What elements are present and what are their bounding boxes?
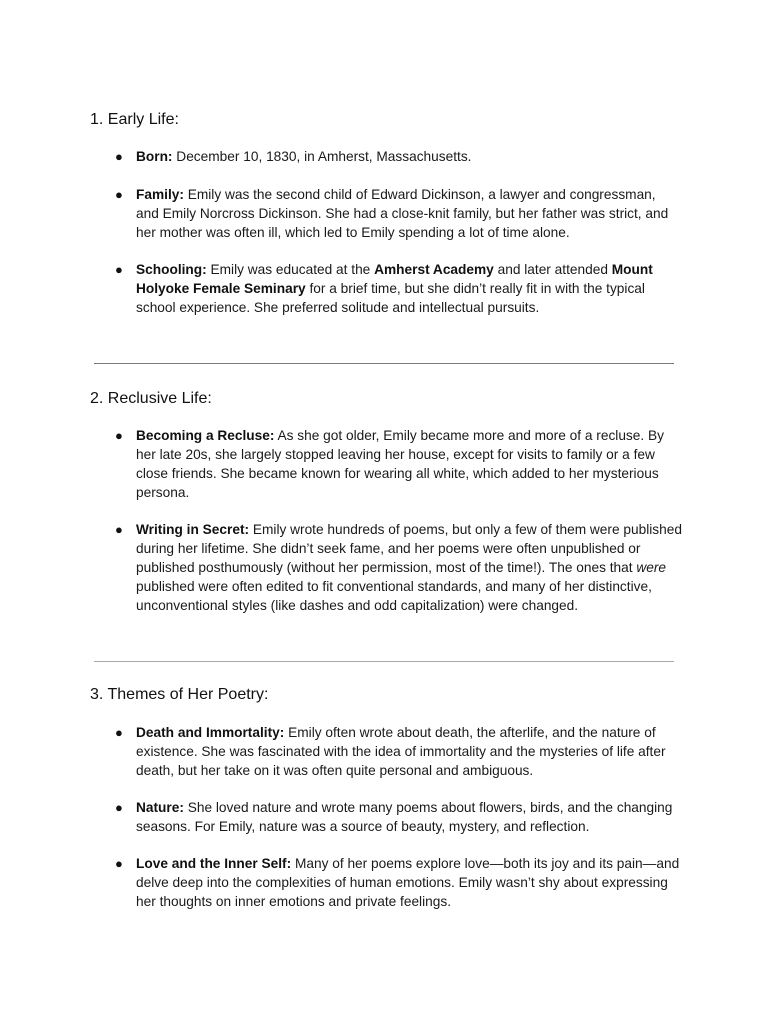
bullet-body: for a brief time, but she didn’t really fit in with the typical school experience. She preferred solitude and intellectual pursuits. [136, 281, 645, 315]
bullet-body: As she got older, Emily became more and more of a recluse. By her late 20s, she largely stopped leaving her house, except for visits to family or a few close friends. She became known for wearing all white, which added to her mysterious persona. [136, 428, 664, 500]
section-divider [94, 363, 674, 364]
section-heading-early-life: 1. Early Life: [90, 111, 179, 128]
section-divider [94, 661, 674, 662]
bullet-body: Emily often wrote about death, the afterlife, and the nature of existence. She was fascinated with the idea of immortality and the mysteries of life after death, but her take on it was often quite personal and ambiguous. [136, 725, 666, 778]
bullet-text-becoming-a-recluse [136, 426, 682, 502]
bullet-text-love-and-inner-self [136, 854, 682, 911]
bullet-label-becoming-a-recluse: Becoming a Recluse: [136, 428, 275, 443]
bullet-label-love-and-inner-self: Love and the Inner Self: [136, 856, 292, 871]
bullet-dot: ● [115, 856, 123, 871]
bullet-body: published were often edited to fit conventional standards, and many of her distinctive, unconventional styles (like dashes and odd capitalization) were changed. [136, 579, 652, 613]
bullet-dot: ● [115, 522, 123, 537]
section-heading-reclusive-life: 2. Reclusive Life: [90, 390, 212, 407]
bullet-body: Many of her poems explore love—both its joy and its pain—and delve deep into the complexities of human emotions. Emily wasn’t shy about expressing her thoughts on inner emotions and private feelings. [136, 856, 680, 909]
bullet-body: Emily was the second child of Edward Dickinson, a lawyer and congressman, and Emily Norcross Dickinson. She had a close-knit family, but her father was strict, and her mother was often ill, which led to Emily spending a lot of time alone. [136, 187, 669, 240]
bullet-body: December 10, 1830, in Amherst, Massachusetts. [172, 149, 472, 164]
bullet-label-writing-in-secret: Writing in Secret: [136, 522, 250, 537]
bullet-italic: were [636, 560, 667, 575]
bullet-text-nature [136, 798, 682, 836]
bullet-emphasis: Mount Holyoke Female Seminary [136, 262, 653, 296]
bullet-dot: ● [115, 428, 123, 443]
bullet-text-born [136, 147, 682, 166]
bullet-body: Emily was educated at the [206, 262, 375, 277]
section-heading-themes: 3. Themes of Her Poetry: [90, 686, 269, 703]
bullet-dot: ● [115, 187, 123, 202]
bullet-dot: ● [115, 149, 123, 164]
bullet-label-nature: Nature: [136, 800, 184, 815]
bullet-text-family [136, 185, 682, 242]
bullet-label-death-and-immortality: Death and Immortality: [136, 725, 285, 740]
bullet-text-death-and-immortality [136, 723, 682, 780]
bullet-dot: ● [115, 725, 123, 740]
bullet-dot: ● [115, 800, 123, 815]
bullet-dot: ● [115, 262, 123, 277]
bullet-label-schooling: Schooling: [136, 262, 207, 277]
bullet-emphasis: Amherst Academy [374, 262, 494, 277]
bullet-body: and later attended [493, 262, 612, 277]
bullet-text-schooling [136, 260, 682, 317]
bullet-label-family: Family: [136, 187, 184, 202]
bullet-body: She loved nature and wrote many poems about flowers, birds, and the changing seasons. For Emily, nature was a source of beauty, mystery, and reflection. [136, 800, 673, 834]
bullet-label-born: Born: [136, 149, 173, 164]
bullet-body: Emily wrote hundreds of poems, but only a few of them were published during her lifetime. She didn’t seek fame, and her poems were often unpublished or published posthumously (without her permission, most of the time!). The ones that [136, 522, 682, 575]
bullet-text-writing-in-secret [136, 520, 682, 615]
